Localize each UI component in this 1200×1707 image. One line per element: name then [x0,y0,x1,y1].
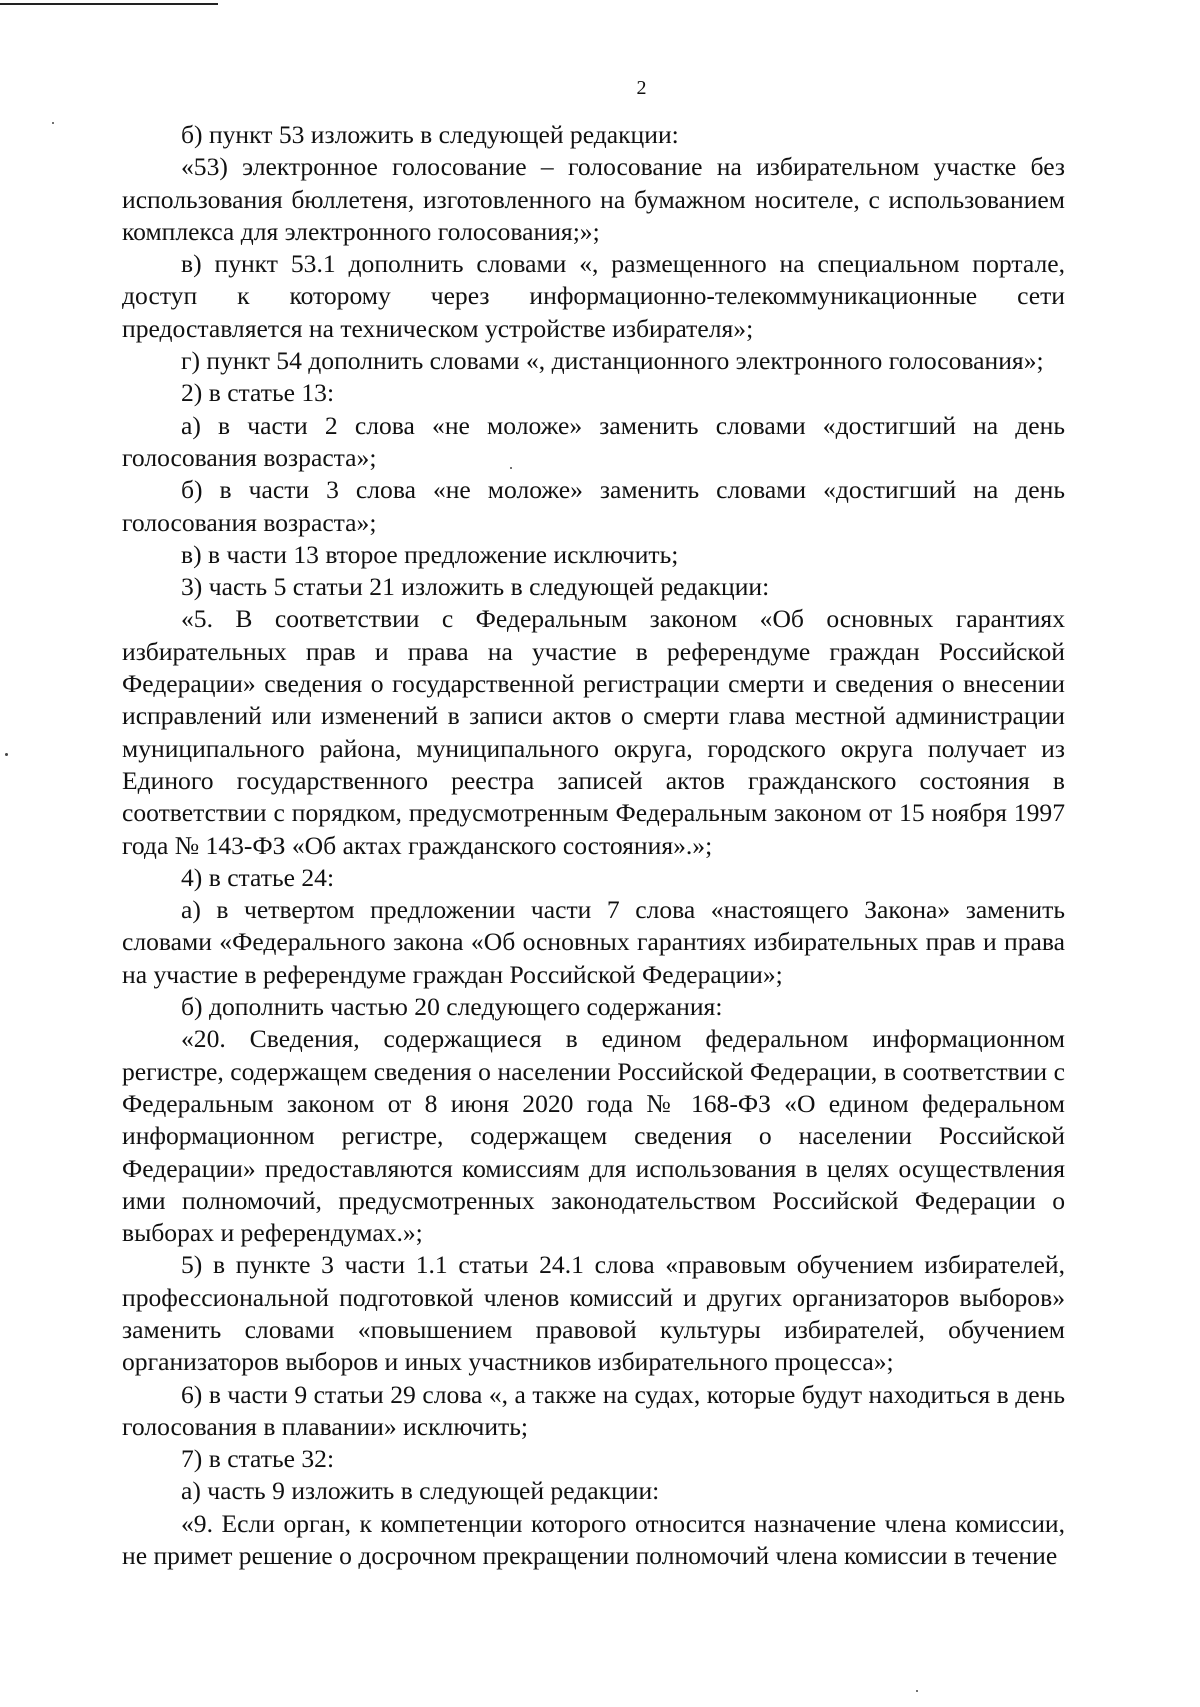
paragraph: б) дополнить частью 20 следующего содержания: [181,992,723,1022]
paragraph: «9. Если орган, к компетенции которого относится назначение члена комиссии, не примет решение о досрочном прекращении полномочий члена комиссии в течение [122,1508,1065,1571]
paragraph: а) в четвертом предложении части 7 слова «настоящего Закона» заменить словами «Федерального закона «Об основных гарантиях избирательных прав и права на участие в референдуме граждан Российской Федерации»; [122,895,1065,989]
paragraph: «5. В соответствии с Федеральным законом «Об основных гарантиях избирательных прав и права на участие в референдуме граждан Российской Федерации» сведения о государственной регистрации смерти и сведения о внесении исправлений или изменений в записи актов о смерти глава местной администрации муниципального района, муниципального округа, городского округа получает из Единого государственного реестра записей актов гражданского состояния в соответствии с порядком, предусмотренным Федеральным законом от 15 ноября 1997 года № 143-ФЗ «Об актах гражданского состояния».»; [122,604,1065,860]
scan-speck [5,753,8,756]
paragraph: «20. Сведения, содержащиеся в едином федеральном информационном регистре, содержащем сведения о населении Российской Федерации, в соответствии с Федеральным законом от 8 июня 2020 года № 168-ФЗ «О едином федеральном информационном регистре, содержащем сведения о населении Российской Федерации» предоставляются комиссиям для использования в целях осуществления ими полномочий, предусмотренных законодательством Российской Федерации о выборах и референдумах.»; [122,1024,1065,1248]
paragraph: б) в части 3 слова «не моложе» заменить словами «достигший на день голосования возраста»; [122,475,1065,537]
paragraph: 2) в статье 13: [181,378,335,408]
document-body [122,119,1065,1572]
scan-edge-rule [0,3,218,5]
paragraph: «53) электронное голосование – голосование на избирательном участке без использования бюллетеня, изготовленного на бумажном носителе, с использованием комплекса для электронного голосования;»; [122,152,1065,246]
page-number: 2 [636,77,647,99]
paragraph: г) пункт 54 дополнить словами «, дистанционного электронного голосования»; [181,346,1044,376]
paragraph: 4) в статье 24: [181,862,335,892]
scan-speck [52,122,54,124]
scan-speck [916,1690,918,1692]
paragraph: б) пункт 53 изложить в следующей редакции: [181,120,679,149]
paragraph: 3) часть 5 статьи 21 изложить в следующей редакции: [181,572,770,602]
scan-speck [510,467,512,469]
paragraph: а) часть 9 изложить в следующей редакции: [181,1476,660,1506]
paragraph: в) пункт 53.1 дополнить словами «, размещенного на специальном портале, доступ к которому через информационно-телекоммуникационные сети предоставляется на техническом устройстве избирателя»; [122,249,1065,343]
paragraph: в) в части 13 второе предложение исключить; [181,539,679,569]
paragraph: а) в части 2 слова «не моложе» заменить словами «достигший на день голосования возраста»; [122,410,1065,472]
paragraph: 7) в статье 32: [181,1444,335,1474]
paragraph: 6) в части 9 статьи 29 слова «, а также на судах, которые будут находиться в день голосования в плавании» исключить; [122,1379,1065,1441]
paragraph: 5) в пункте 3 части 1.1 статьи 24.1 слова «правовым обучением избирателей, профессиональной подготовкой членов комиссий и других организаторов выборов» заменить словами «повышением правовой культуры избирателей, обучением организаторов выборов и иных участников избирательного процесса»; [122,1250,1065,1377]
